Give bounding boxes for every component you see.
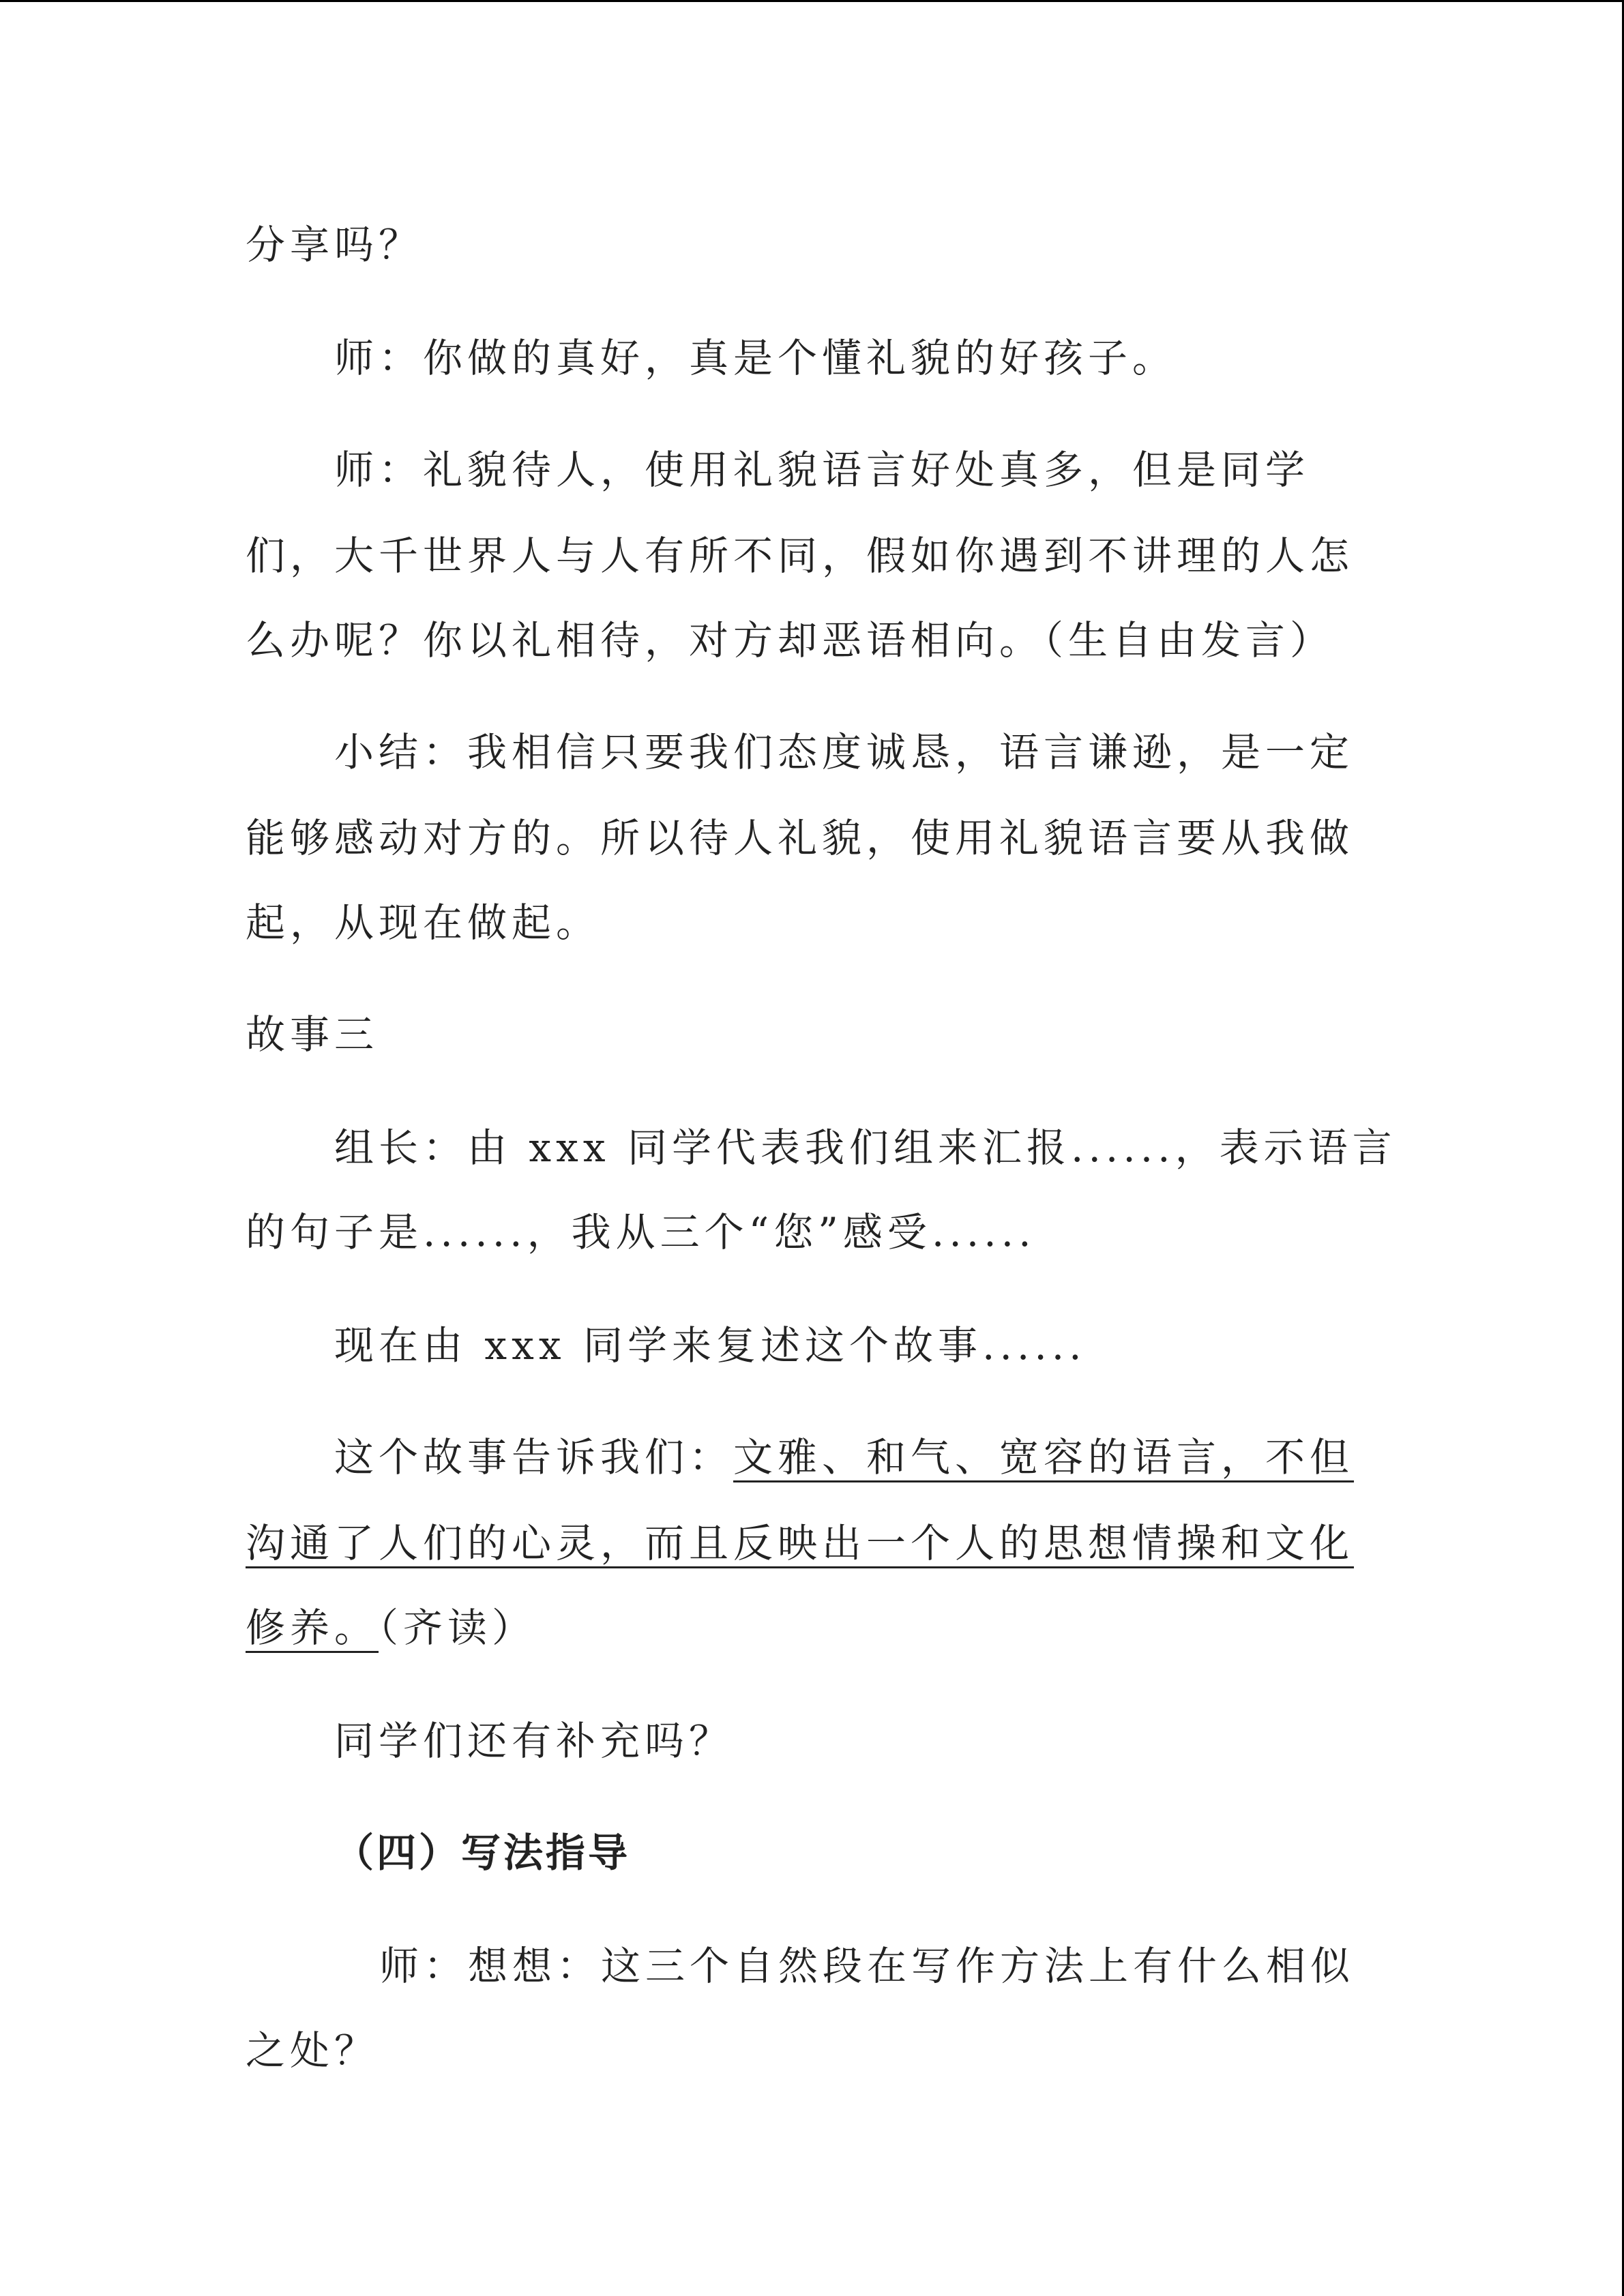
paragraph-line: 师：你做的真好，真是个懂礼貌的好孩子。 (334, 335, 1177, 381)
lead-text: 这个故事告诉我们： (334, 1434, 734, 1480)
paragraph-line (246, 1511, 1354, 1568)
paragraph-line: 能够感动对方的。所以待人礼貌，使用礼貌语言要从我做 (246, 815, 1355, 861)
paragraph-line: 组长：由 xxx 同学代表我们组来汇报......，表示语言 (334, 1124, 1397, 1171)
underlined-text: 修养。 (246, 1605, 379, 1651)
tail-text: （齐读） (379, 1605, 537, 1651)
paragraph-line: 的句子是......，我从三个“您”感受...... (246, 1209, 1036, 1255)
paragraph-line: 之处？ (246, 2027, 379, 2074)
paragraph-line: 同学们还有补充吗？ (334, 1718, 734, 1764)
paragraph-line: 么办呢？你以礼相待，对方却恶语相向。（生自由发言） (246, 617, 1335, 664)
paragraph-line: 师：礼貌待人，使用礼貌语言好处真多，但是同学 (334, 447, 1310, 493)
paragraph-line (246, 1596, 536, 1653)
paragraph-line: 现在由 xxx 同学来复述这个故事...... (334, 1322, 1087, 1369)
section-label: 故事三 (246, 1011, 379, 1058)
paragraph-line: 们，大千世界人与人有所不同，假如你遇到不讲理的人怎 (246, 533, 1355, 579)
page-top-border (0, 0, 1624, 2)
paragraph-line: 师：想想：这三个自然段在写作方法上有什么相似 (379, 1943, 1355, 1989)
paragraph-line (334, 1425, 1354, 1482)
paragraph-line: 小结：我相信只要我们态度诚恳，语言谦逊，是一定 (334, 729, 1355, 775)
underlined-text: 文雅、和气、宽容的语言，不但 (733, 1434, 1355, 1480)
paragraph-line: 起，从现在做起。 (246, 899, 601, 946)
section-heading: （四）写法指导 (334, 1830, 631, 1876)
underlined-text: 沟通了人们的心灵，而且反映出一个人的思想情操和文化 (246, 1520, 1355, 1566)
paragraph-line: 分享吗？ (246, 222, 424, 268)
